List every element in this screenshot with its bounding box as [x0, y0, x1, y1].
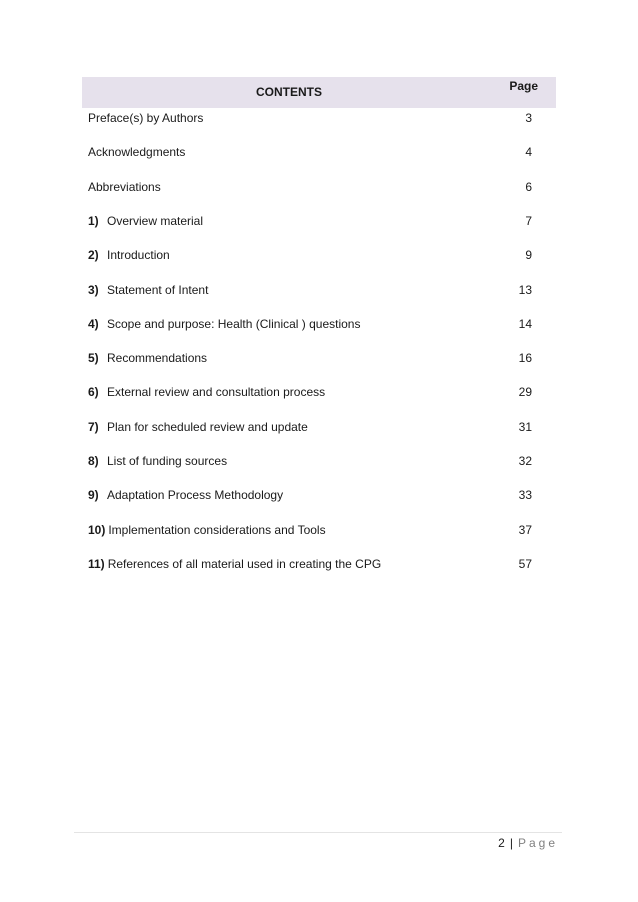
toc-entry-label: Plan for scheduled review and update [107, 420, 308, 434]
toc-entry-label: Implementation considerations and Tools [108, 523, 326, 537]
toc-entry [88, 143, 532, 161]
toc-entry [88, 349, 532, 367]
toc-entry-label: Abbreviations [88, 180, 161, 194]
toc-entry [88, 555, 532, 573]
toc-entry-page: 6 [525, 180, 532, 194]
toc-entry [88, 383, 532, 401]
toc-page-column-header: Page [509, 79, 538, 93]
toc-entry [88, 178, 532, 196]
toc-entry-label: List of funding sources [107, 454, 228, 468]
toc-entry-page: 9 [525, 248, 532, 262]
toc-entry-page: 29 [518, 385, 532, 399]
toc-entry [88, 246, 532, 264]
toc-entry-label: References of all material used in creating the CPG [107, 557, 382, 571]
toc-entry [88, 315, 532, 333]
toc-entry-label: Statement of Intent [107, 283, 209, 297]
footer-page-word: Page [517, 836, 558, 850]
toc-entry-page: 4 [525, 145, 532, 159]
toc-entry-number: 2) [88, 248, 99, 262]
footer-separator: | [509, 836, 513, 850]
toc-entry-page: 14 [518, 317, 532, 331]
toc-entry-page: 31 [518, 420, 532, 434]
toc-entry-number: 8) [88, 454, 99, 468]
toc-entry-label: Acknowledgments [88, 145, 186, 159]
toc-entry-page: 7 [525, 214, 532, 228]
footer-divider [74, 832, 562, 833]
toc-entry-label: External review and consultation process [107, 385, 326, 399]
toc-title: CONTENTS [256, 85, 322, 99]
toc-entry-number: 9) [88, 488, 99, 502]
toc-entry-number: 6) [88, 385, 99, 399]
toc-header [82, 77, 556, 108]
toc-entry-page: 33 [518, 488, 532, 502]
toc-entry-number: 1) [88, 214, 99, 228]
toc-entry [88, 418, 532, 436]
toc-entry-number: 3) [88, 283, 99, 297]
toc-entry [88, 452, 532, 470]
toc-entry-label: Overview material [107, 214, 204, 228]
page-footer [498, 836, 558, 850]
toc-entry-number: 5) [88, 351, 99, 365]
toc-entry [88, 212, 532, 230]
toc-entry-label: Introduction [107, 248, 170, 262]
toc-entry [88, 486, 532, 504]
toc-entry-number: 11) [88, 557, 105, 571]
toc-entry-page: 13 [518, 283, 532, 297]
toc-entry-page: 37 [518, 523, 532, 537]
toc-entry-page: 32 [518, 454, 532, 468]
toc-entry-number: 4) [88, 317, 99, 331]
toc-entry [88, 521, 532, 539]
toc-entry-page: 57 [518, 557, 532, 571]
toc-entry-label: Preface(s) by Authors [88, 111, 204, 125]
toc-entry-number: 7) [88, 420, 99, 434]
toc-entry [88, 109, 532, 127]
toc-entry-page: 3 [525, 111, 532, 125]
toc-entry-label: Scope and purpose: Health (Clinical ) questions [107, 317, 361, 331]
toc-entry-number: 10) [88, 523, 106, 537]
toc-entry-label: Adaptation Process Methodology [107, 488, 284, 502]
toc-entry-label: Recommendations [107, 351, 208, 365]
toc-entry [88, 281, 532, 299]
footer-page-number: 2 [498, 836, 505, 850]
toc-entry-page: 16 [518, 351, 532, 365]
